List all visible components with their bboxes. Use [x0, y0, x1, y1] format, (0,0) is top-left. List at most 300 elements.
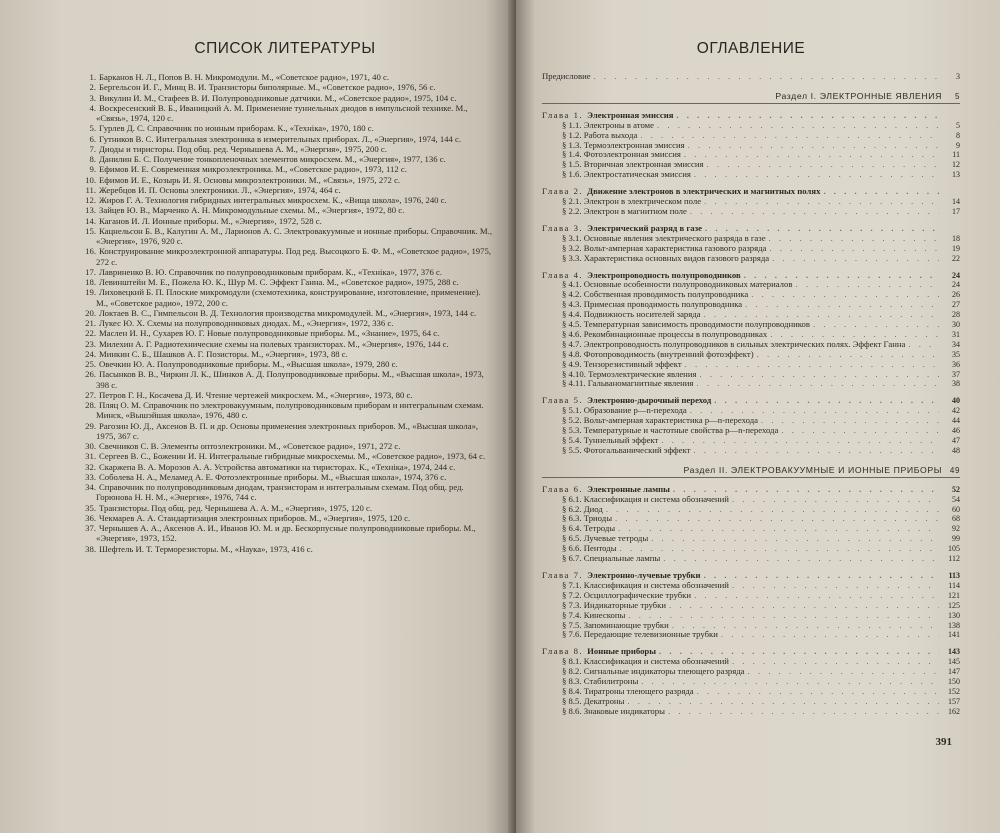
reference-number: 22.: [85, 328, 96, 339]
reference-text: Каганов И. Л. Ионные приборы. М., «Энергия», 1972, 528 с.: [99, 215, 322, 226]
toc-section: [542, 170, 960, 180]
toc-section-text: § 2.2. Электрон в магнитном поле: [562, 205, 687, 216]
leader-dots: [651, 534, 939, 544]
toc-section-page: 34: [952, 339, 960, 349]
reference-list: [76, 72, 494, 554]
reference-text: Викулин И. М., Стафеев В. И. Полупроводниковые датчики. М., «Советское радио», 1975, 104 с.: [99, 92, 457, 103]
reference-text: Чекмарев А. А. Стандартизация электронных приборов. М., «Энергия», 1975, 120 с.: [99, 512, 411, 523]
toc-section-text: § 8.1. Классификация и система обозначений: [562, 656, 729, 667]
toc-section-text: § 4.7. Электропроводность полупроводников в сильных электрических полях. Эффект Ганна: [562, 338, 906, 349]
toc-chapter-text: Электронно-лучевые трубки: [587, 569, 701, 580]
leader-dots: [761, 416, 939, 426]
reference-number: 10.: [85, 174, 96, 185]
leader-dots: [684, 150, 939, 160]
toc-section-text: § 4.3. Примесная проводимость полупроводника: [562, 299, 743, 310]
reference-item: [76, 349, 494, 359]
reference-text: Конструирование микроэлектронной аппаратуры. Под ред. Высоцкого Б. Ф. М., «Советское радио», 1975, 272 с.: [96, 246, 491, 267]
reference-number: 31.: [85, 451, 96, 462]
reference-text: Данилин Б. С. Получение тонкопленочных элементов микросхем. М., «Энергия», 1977, 136 с.: [99, 154, 446, 164]
reference-text: Рагозин Ю. Д., Аксенов В. П. и др. Основы применения электронных приборов. М., «Высшая школа», 1975, 367 с.: [96, 420, 479, 441]
toc-section-text: § 4.1. Основные особенности полупроводниковых материалов: [562, 279, 793, 290]
leader-dots: [748, 667, 940, 677]
reference-item: [76, 308, 494, 318]
toc-section-page: 26: [952, 290, 960, 300]
leader-dots: [690, 207, 939, 217]
reference-number: 37.: [85, 523, 96, 533]
reference-number: 6.: [89, 133, 96, 144]
leader-dots: [823, 187, 939, 197]
leader-dots: [795, 280, 939, 290]
reference-item: [76, 472, 494, 482]
chapter-label: Глава 8.: [542, 646, 584, 657]
toc-section-text: § 7.2. Осциллографические трубки: [562, 589, 692, 600]
reference-text: Лиховецкий Б. П. Плоские микромодули (схемотехника, конструирование, изготовление, применение). М., «Советское радио», 1972, 200 с.: [96, 287, 481, 308]
toc-section-page: 18: [952, 233, 960, 243]
toc-section-text: § 4.10. Термоэлектрические явления: [562, 368, 697, 379]
reference-item: [76, 175, 494, 185]
reference-item: [76, 441, 494, 451]
reference-number: 5.: [89, 123, 96, 134]
toc-section-page: 99: [952, 534, 960, 544]
reference-number: 34.: [85, 482, 96, 492]
toc-section-page: 12: [952, 160, 960, 170]
reference-item: [76, 421, 494, 442]
toc-section: [542, 254, 960, 264]
toc-section-text: § 6.4. Тетроды: [562, 523, 616, 534]
toc-section-text: § 8.3. Стабилитроны: [562, 676, 639, 687]
reference-number: 19.: [85, 287, 96, 298]
leader-dots: [627, 697, 939, 707]
reference-text: Барканов Н. Л., Попов В. Н. Микромодули. М., «Советское радио», 1971, 40 с.: [99, 72, 390, 82]
reference-item: [76, 328, 494, 338]
leader-dots: [628, 611, 939, 621]
toc-chapter-page: 143: [948, 647, 960, 657]
leader-dots: [745, 300, 939, 310]
toc-section-text: § 8.6. Знаковые индикаторы: [562, 705, 665, 716]
reference-text: Петров Г. Н., Косачева Д. И. Чтение чертежей микросхем. М., «Энергия», 1973, 80 с.: [99, 389, 413, 400]
reference-number: 18.: [85, 277, 96, 287]
reference-text: Скаржепа В. А. Морозов А. А. Устройства автоматики на тиристорах. К., «Техніка», 1974, 244 с.: [99, 461, 456, 472]
reference-number: 17.: [85, 266, 96, 277]
reference-text: Пасынков В. В., Чиркин Л. К., Шинков А. Д. Полупроводниковые приборы. М., «Высшая школа», 1973, 398 с.: [96, 369, 484, 390]
toc-section-text: § 7.4. Кинескопы: [562, 609, 626, 620]
reference-text: Жеребцов И. П. Основы электроники. Л., «Энергия», 1974, 464 с.: [99, 184, 341, 195]
toc-section-text: § 4.2. Собственная проводимость полупроводника: [562, 289, 749, 300]
reference-text: Минкин С. Б., Шашков А. Г. Позисторы. М., «Энергия», 1973, 88 с.: [99, 348, 348, 359]
reference-text: Милехин А. Г. Радиотехнические схемы на полевых транзисторах. М., «Энергия», 1976, 144 с.: [99, 338, 449, 349]
toc-section-text: § 8.4. Тиратроны тлеющего разряда: [562, 685, 694, 696]
toc-section-page: 8: [956, 130, 960, 140]
toc-section-page: 48: [952, 445, 960, 455]
toc-section-page: 60: [952, 504, 960, 514]
reference-item: [76, 226, 494, 247]
reference-number: 29.: [85, 420, 96, 431]
toc-section-page: 92: [952, 524, 960, 534]
leader-dots: [668, 707, 939, 717]
reference-number: 24.: [85, 348, 96, 359]
toc-section-page: 121: [948, 590, 960, 600]
toc-section-text: § 1.1. Электроны в атоме: [562, 119, 655, 130]
toc-part-heading: [542, 466, 960, 476]
toc-section-text: § 6.3. Триоды: [562, 513, 613, 524]
leader-dots: [697, 687, 939, 697]
reference-item: [76, 72, 494, 82]
toc-section-text: § 4.5. Температурная зависимость проводимости полупроводников: [562, 319, 811, 330]
toc-title: ОГЛАВЛЕНИЕ: [696, 40, 806, 57]
toc-section: [542, 446, 960, 456]
reference-number: 9.: [89, 164, 96, 175]
reference-number: 25.: [85, 359, 96, 369]
toc-section-page: 125: [948, 600, 960, 610]
toc-chapter-text: Движение электронов в электрических и магнитных полях: [587, 186, 821, 197]
toc-section-text: § 5.5. Фотогальванический эффект: [562, 444, 691, 455]
toc-section: [542, 707, 960, 717]
toc-chapter-text: Электрический разряд в газе: [587, 222, 702, 233]
toc-chapter-text: Электропроводность полупроводников: [587, 269, 741, 280]
leader-dots: [769, 244, 939, 254]
toc-section-page: 28: [952, 310, 960, 320]
reference-text: Справочник по полупроводниковым диодам, транзисторам и интегральным схемам. Под общ. ред. Горюнова Н. Н. М., «Энергия», 1976, 744 с.: [96, 482, 464, 503]
toc-section-text: § 6.7. Специальные лампы: [562, 553, 661, 564]
toc-section-text: § 5.1. Образование p—n-перехода: [562, 405, 687, 416]
toc-section-page: 54: [952, 494, 960, 504]
right-page: [516, 0, 1000, 833]
toc-section: [542, 630, 960, 640]
leader-dots: [694, 591, 939, 601]
reference-item: [76, 318, 494, 328]
toc-chapter-page: 24: [952, 270, 960, 280]
toc-part-heading-page: 49: [949, 465, 960, 475]
reference-item: [76, 134, 494, 144]
toc-section-page: 5: [956, 120, 960, 130]
reference-number: 13.: [85, 205, 96, 216]
toc-chapter-page: 40: [952, 396, 960, 406]
reference-item: [76, 154, 494, 164]
toc-part-heading-page: 5: [954, 91, 960, 101]
toc-chapter-text: Ионные приборы: [587, 646, 657, 657]
toc-part-heading: [542, 92, 960, 102]
reference-text: Лавриненко В. Ю. Справочник по полупроводниковым приборам. К., «Техніка», 1977, 376 с.: [99, 266, 443, 277]
leader-dots: [696, 379, 939, 389]
toc-section-text: § 6.1. Классификация и система обозначений: [562, 493, 729, 504]
reference-item: [76, 462, 494, 472]
reference-text: Маслен И. Н., Сухарев Ю. Г. Новые полупроводниковые приборы. М., «Знание», 1975, 64 с.: [99, 328, 440, 339]
toc-section-text: § 5.4. Туннельный эффект: [562, 435, 659, 445]
reference-text: Диоды и тиристоры. Под общ. ред. Чернышева А. М., «Энергия», 1975, 200 с.: [99, 143, 387, 154]
leader-dots: [618, 524, 939, 534]
toc-section: [542, 207, 960, 217]
toc-section-text: § 7.1. Классификация и система обозначений: [562, 579, 729, 590]
toc-section-text: § 7.3. Индикаторные трубки: [562, 599, 666, 610]
leader-dots: [663, 554, 939, 564]
leader-dots: [757, 350, 939, 360]
toc-section-page: 36: [952, 359, 960, 369]
reference-number: 11.: [85, 184, 96, 195]
chapter-label: Глава 5.: [542, 395, 584, 406]
toc-section-text: § 4.11. Гальваномагнитные явления: [562, 378, 694, 389]
toc-preface: [542, 72, 960, 82]
leader-dots: [661, 436, 939, 446]
toc-section-page: 38: [952, 379, 960, 389]
leader-dots: [693, 446, 939, 456]
leader-dots: [669, 601, 939, 611]
reference-item: [76, 503, 494, 513]
leader-dots: [676, 111, 939, 121]
chapter-label: Глава 3.: [542, 222, 584, 233]
toc-section-page: 14: [952, 197, 960, 207]
toc-section-page: 150: [948, 677, 960, 687]
table-of-contents: [542, 72, 960, 717]
reference-text: Бергельсон И. Г., Минц В. И. Транзисторы биполярные. М., «Советское радио», 1976, 56 с.: [99, 82, 436, 93]
toc-section-page: 31: [952, 329, 960, 339]
reference-text: Ефимов И. Е., Козырь И. Я. Основы микроэлектроники. М., «Связь», 1975, 272 с.: [99, 174, 401, 185]
chapter-label: Глава 2.: [542, 186, 584, 197]
toc-section-text: § 6.2. Диод: [562, 503, 603, 514]
reference-text: Шефтель И. Т. Терморезисторы. М., «Наука», 1973, 416 с.: [99, 543, 313, 554]
toc-chapter-page: 113: [948, 570, 960, 580]
reference-number: 35.: [85, 502, 96, 513]
reference-number: 33.: [85, 471, 96, 482]
reference-item: [76, 390, 494, 400]
toc-section-page: 152: [948, 686, 960, 696]
toc-section-text: § 4.6. Рекомбинационные процессы в полупроводниках: [562, 328, 768, 339]
toc-section-page: 35: [952, 349, 960, 359]
toc-section-page: 42: [952, 406, 960, 416]
toc-section-text: § 1.2. Работа выхода: [562, 129, 638, 140]
reference-item: [76, 359, 494, 369]
toc-section-page: 37: [952, 369, 960, 379]
toc-section-text: § 1.4. Фотоэлектронная эмиссия: [562, 149, 681, 160]
toc-section-text: § 1.6. Электростатическая эмиссия: [562, 169, 691, 180]
reference-item: [76, 82, 494, 92]
reference-item: [76, 123, 494, 133]
reference-item: [76, 400, 494, 421]
separator-rule: [542, 103, 960, 104]
toc-section-text: § 2.1. Электрон в электрическом поле: [562, 196, 702, 207]
reference-number: 21.: [85, 318, 96, 328]
reference-text: Овечкин Ю. А. Полупроводниковые приборы. М., «Высшая школа», 1979, 280 с.: [99, 359, 398, 369]
leader-dots: [685, 360, 939, 370]
reference-item: [76, 482, 494, 503]
reference-item: [76, 287, 494, 308]
toc-preface-text: Предисловие: [542, 71, 591, 81]
leader-dots: [751, 290, 939, 300]
toc-section-page: 46: [952, 426, 960, 436]
toc-section-page: 27: [952, 300, 960, 310]
reference-number: 3.: [89, 92, 96, 103]
leader-dots: [732, 495, 939, 505]
separator-rule: [542, 477, 960, 478]
toc-section-text: § 1.5. Вторичная электронная эмиссия: [562, 159, 704, 170]
toc-section-page: 114: [948, 580, 960, 590]
reference-number: 28.: [85, 400, 96, 410]
leader-dots: [606, 505, 939, 515]
leader-dots: [699, 370, 939, 380]
reference-text: Лукес Ю. Х. Схемы на полупроводниковых диодах. М., «Энергия», 1972, 336 с.: [99, 318, 394, 328]
leader-dots: [908, 340, 939, 350]
reference-text: Гурлев Д. С. Справочник по ионным приборам. К., «Техніка», 1970, 180 с.: [99, 123, 374, 134]
reference-text: Левинштейн М. Е., Пожела Ю. К., Шур М. С. Эффект Ганна. М., «Советское радио», 1975, 288 с.: [99, 277, 459, 287]
toc-chapter-text: Электронная эмиссия: [587, 109, 674, 120]
leader-dots: [704, 571, 939, 581]
toc-section-text: § 4.9. Тензорезистивный эффект: [562, 358, 682, 369]
leader-dots: [714, 396, 939, 406]
reference-item: [76, 451, 494, 461]
reference-item: [76, 523, 494, 544]
reference-number: 12.: [85, 195, 96, 205]
reference-number: 2.: [89, 82, 96, 93]
leader-dots: [769, 234, 939, 244]
reference-item: [76, 339, 494, 349]
toc-chapter-text: Электронно-дырочный переход: [587, 395, 712, 406]
leader-dots: [620, 544, 939, 554]
toc-section-page: 138: [948, 620, 960, 630]
toc-preface-page: 3: [956, 72, 960, 81]
leader-dots: [704, 197, 939, 207]
reference-text: Соболева Н. А., Меламед А. Е. Фотоэлектронные приборы. М., «Высшая школа», 1974, 376 с.: [99, 471, 447, 482]
leader-dots: [813, 320, 939, 330]
toc-section: [542, 495, 960, 505]
reference-text: Ефимов И. Е. Современная микроэлектроника. М., «Советское радио», 1973, 112 с.: [99, 164, 407, 175]
reference-number: 23.: [85, 338, 96, 349]
leader-dots: [772, 254, 939, 264]
reference-item: [76, 144, 494, 154]
reference-number: 32.: [85, 461, 96, 472]
reference-number: 7.: [89, 143, 96, 154]
toc-section-page: 157: [948, 696, 960, 706]
toc-section-text: § 4.8. Фотопроводимость (внутренний фотоэффект): [562, 348, 754, 359]
reference-item: [76, 277, 494, 287]
reference-item: [76, 246, 494, 267]
leader-dots: [732, 581, 939, 591]
toc-section-text: § 5.2. Вольт-амперная характеристика p—n-перехода: [562, 415, 758, 426]
toc-section: [542, 379, 960, 389]
bibliography-title: СПИСОК ЛИТЕРАТУРЫ: [194, 40, 376, 57]
leader-dots: [694, 170, 939, 180]
toc-section: [542, 554, 960, 564]
reference-number: 36.: [85, 512, 96, 523]
leader-dots: [721, 630, 939, 640]
reference-item: [76, 544, 494, 554]
toc-section-text: § 3.3. Характеристика основных видов газового разряда: [562, 252, 770, 263]
reference-text: Сергеев В. С., Боженин И. Н. Интегральные гибридные микросхемы. М., «Советское радио», 1973, 64 с.: [99, 451, 486, 462]
leader-dots: [640, 131, 939, 141]
reference-text: Жиров Г. А. Технология гибридных интегральных микросхем. К., «Вища школа», 1976, 240 с.: [99, 195, 447, 205]
toc-section-text: § 6.6. Пентоды: [562, 543, 617, 554]
toc-part-heading-text: Раздел II. ЭЛЕКТРОВАКУУМНЫЕ И ИОННЫЕ ПРИБОРЫ: [683, 464, 942, 475]
leader-dots: [594, 72, 939, 82]
reference-text: Кацнельсон Б. В., Калугин А. М., Ларионов А. С. Электровакуумные и ионные приборы. Справочник. М., «Энергия», 1976, 920 с.: [96, 225, 492, 246]
reference-item: [76, 164, 494, 174]
reference-number: 1.: [89, 72, 96, 82]
toc-section-text: § 5.3. Температурные и частотные свойства p—n-перехода: [562, 425, 779, 436]
reference-number: 8.: [89, 154, 96, 164]
reference-text: Зайцев Ю. В., Марченко А. Н. Микромодульные схемы. М., «Энергия», 1972, 80 с.: [99, 205, 405, 216]
toc-section-page: 112: [948, 554, 960, 564]
chapter-label: Глава 1.: [542, 109, 584, 120]
leader-dots: [615, 514, 939, 524]
reference-number: 20.: [85, 307, 96, 318]
leader-dots: [707, 160, 939, 170]
reference-number: 16.: [85, 246, 96, 257]
reference-item: [76, 195, 494, 205]
page-number: 391: [935, 736, 952, 748]
toc-section-text: § 8.2. Сигнальные индикаторы тлеющего разряда: [562, 666, 745, 677]
toc-section-text: § 6.5. Лучевые тетроды: [562, 533, 649, 544]
reference-text: Воскресенский В. Б., Иваницкий А. М. Применение туннельных диодов в импульсной технике. М., «Связь», 1974, 120 с.: [96, 102, 468, 123]
reference-text: Чернышев А. А., Аксенов А. И., Иванов Ю. М. и др. Бескорпусные полупроводниковые приборы. М., «Энергия», 1973, 152.: [96, 523, 476, 544]
reference-text: Пляц О. М. Справочник по электровакуумным, полупроводниковым приборам и интегральным схемам. Минск, «Вышэйшая школа», 1976, 480 с.: [96, 400, 484, 421]
reference-item: [76, 205, 494, 215]
reference-number: 38.: [85, 543, 96, 554]
reference-text: Транзисторы. Под общ. ред. Чернышева А. А. М., «Энергия», 1975, 120 с.: [99, 502, 373, 513]
chapter-label: Глава 7.: [542, 569, 584, 580]
reference-number: 27.: [85, 389, 96, 400]
reference-item: [76, 369, 494, 390]
toc-section-page: 145: [948, 657, 960, 667]
toc-part-heading-text: Раздел I. ЭЛЕКТРОННЫЕ ЯВЛЕНИЯ: [775, 90, 942, 101]
toc-section-page: 141: [948, 630, 960, 640]
toc-section-page: 24: [952, 280, 960, 290]
reference-text: Свечников С. В. Элементы оптоэлектроники. М., «Советское радио», 1971, 272 с.: [99, 441, 401, 451]
toc-section-text: § 1.3. Термоэлектронная эмиссия: [562, 139, 685, 150]
toc-section-page: 13: [952, 170, 960, 180]
toc-section-text: § 8.5. Декатроны: [562, 695, 625, 706]
reference-text: Локтаев В. С., Гимпельсон В. Д. Технология производства микромодулей. М., «Энергия», 1973, 144 с.: [99, 307, 477, 318]
chapter-label: Глава 4.: [542, 269, 584, 280]
reference-number: 15.: [85, 225, 96, 236]
toc-section-text: § 3.2. Вольт-амперная характеристика газового разряда: [562, 242, 767, 253]
toc-section-page: 130: [948, 610, 960, 620]
leader-dots: [657, 121, 939, 131]
toc-section-page: 19: [952, 243, 960, 253]
chapter-label: Глава 6.: [542, 483, 584, 494]
toc-section-text: § 7.5. Запоминающие трубки: [562, 619, 669, 630]
toc-section-page: 68: [952, 514, 960, 524]
toc-section-page: 44: [952, 416, 960, 426]
toc-section-page: 162: [948, 706, 960, 716]
reference-item: [76, 216, 494, 226]
reference-item: [76, 513, 494, 523]
toc-section-page: 47: [952, 436, 960, 445]
toc-section: [542, 611, 960, 621]
toc-section-page: 105: [948, 544, 960, 554]
toc-section-page: 17: [952, 206, 960, 216]
toc-section-text: § 4.4. Подвижность носителей заряда: [562, 309, 701, 320]
leader-dots: [781, 426, 939, 436]
toc-section-page: 30: [952, 320, 960, 330]
reference-item: [76, 267, 494, 277]
toc-section-page: 11: [952, 150, 960, 160]
reference-item: [76, 93, 494, 103]
toc-section-text: § 7.6. Передающие телевизионные трубки: [562, 629, 718, 640]
reference-item: [76, 103, 494, 124]
leader-dots: [688, 141, 939, 151]
toc-chapter-page: 52: [952, 484, 960, 494]
reference-number: 30.: [85, 441, 96, 451]
toc-chapter-text: Электронные лампы: [587, 483, 670, 494]
reference-text: Гутников В. С. Интегральная электроника в измерительных приборах. Л., «Энергия», 1974, 144 с.: [99, 133, 462, 144]
toc-section-page: 22: [952, 253, 960, 263]
reference-number: 14.: [85, 215, 96, 226]
toc-section-page: 147: [948, 667, 960, 677]
reference-item: [76, 185, 494, 195]
leader-dots: [732, 657, 939, 667]
toc-section-text: § 3.1. Основные явления электрического разряда в газе: [562, 232, 766, 243]
toc-section-page: 9: [956, 140, 960, 150]
reference-number: 26.: [85, 369, 96, 380]
reference-number: 4.: [89, 102, 96, 113]
